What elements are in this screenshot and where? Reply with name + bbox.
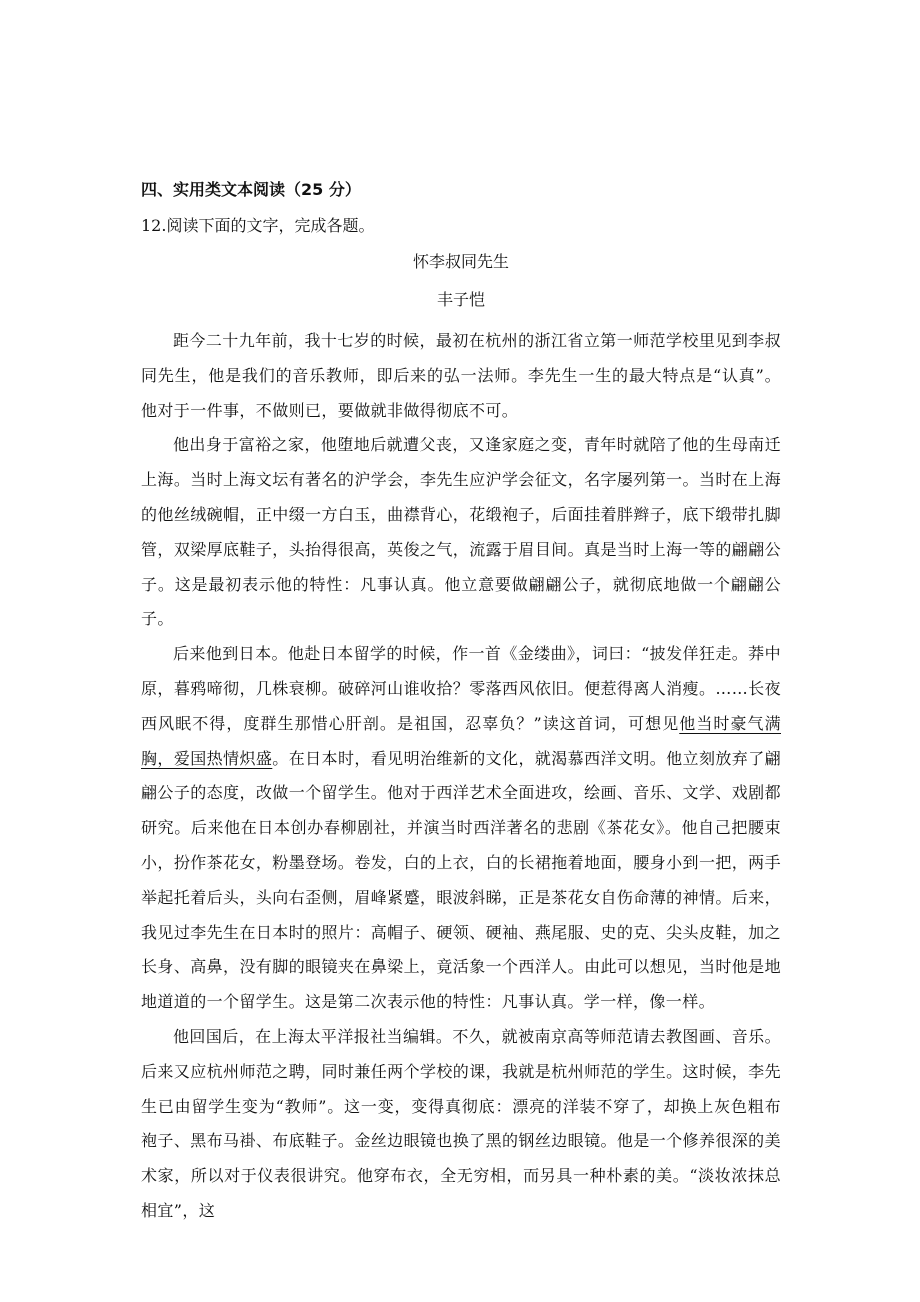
underlined-phrase: 他当时豪气满胸，爱国热情炽盛 [141,713,781,768]
section-heading: 四、实用类文本阅读（25 分） [141,180,361,199]
article-body [141,324,781,1229]
paragraph-3-text-before: 后来他到日本。他赴日本留学的时候，作一首《金缕曲》，词曰：“披发佯狂走。莽中原，暮鸦啼彻，几株衰柳。破碎河山谁收拾？零落西风依旧。便惹得离人消瘦。……长夜西风眠不得，度群生那惜心肝剖。是祖国，忍辜负？”读这首词，可想见 [141,644,781,733]
question-instruction: 12.阅读下面的文字，完成各题。 [141,216,375,235]
article-title: 怀李叔同先生 [412,252,509,271]
paragraph-3 [141,637,781,1020]
paragraph-1: 距今二十九年前，我十七岁的时候，最初在杭州的浙江省立第一师范学校里见到李叔同先生，他是我们的音乐教师，即后来的弘一法师。李先生一生的最大特点是“认真”。他对于一件事，不做则已，要做就非做得彻底不可。 [141,331,781,420]
paragraph-3-text-after: 。在日本时，看见明治维新的文化，就渴慕西洋文明。他立刻放弃了翩翩公子的态度，改做一个留学生。他对于西洋艺术全面进攻，绘画、音乐、文学、戏剧都研究。后来他在日本创办春柳剧社，并演当时西洋著名的悲剧《茶花女》。他自己把腰束小，扮作茶花女，粉墨登场。卷发，白的上衣，白的长裙拖着地面，腰身小到一把，两手举起托着后头，头向右歪侧，眉峰紧蹙，眼波斜睇，正是茶花女自伤命薄的神情。后来，我见过李先生在日本时的照片：高帽子、硬领、硬袖、燕尾服、史的克、尖头皮鞋，加之长身、高鼻，没有脚的眼镜夹在鼻梁上，竟活象一个西洋人。由此可以想见，当时他是地地道道的一个留学生。这是第二次表示他的特性：凡事认真。学一样，像一样。 [141,748,782,1012]
paragraph-4: 他回国后，在上海太平洋报社当编辑。不久，就被南京高等师范请去教图画、音乐。后来又应杭州师范之聘，同时兼任两个学校的课，我就是杭州师范的学生。这时候，李先生已由留学生变为“教师”。这一变，变得真彻底：漂亮的洋装不穿了，却换上灰色粗布袍子、黑布马褂、布底鞋子。金丝边眼镜也换了黑的钢丝边眼镜。他是一个修养很深的美术家，所以对于仪表很讲究。他穿布衣，全无穷相，而另具一种朴素的美。“淡妆浓抹总相宜”，这 [141,1026,781,1220]
article-author: 丰子恺 [436,290,485,309]
paragraph-2: 他出身于富裕之家，他堕地后就遭父丧，又逢家庭之变，青年时就陪了他的生母南迁上海。当时上海文坛有著名的沪学会，李先生应沪学会征文，名字屡列第一。当时在上海的他丝绒碗帽，正中缀一方白玉，曲襟背心，花缎袍子，后面挂着胖辫子，底下缎带扎脚管，双梁厚底鞋子，头抬得很高，英俊之气，流露于眉目间。真是当时上海一等的翩翩公子。这是最初表示他的特性：凡事认真。他立意要做翩翩公子，就彻底地做一个翩翩公子。 [141,435,781,629]
